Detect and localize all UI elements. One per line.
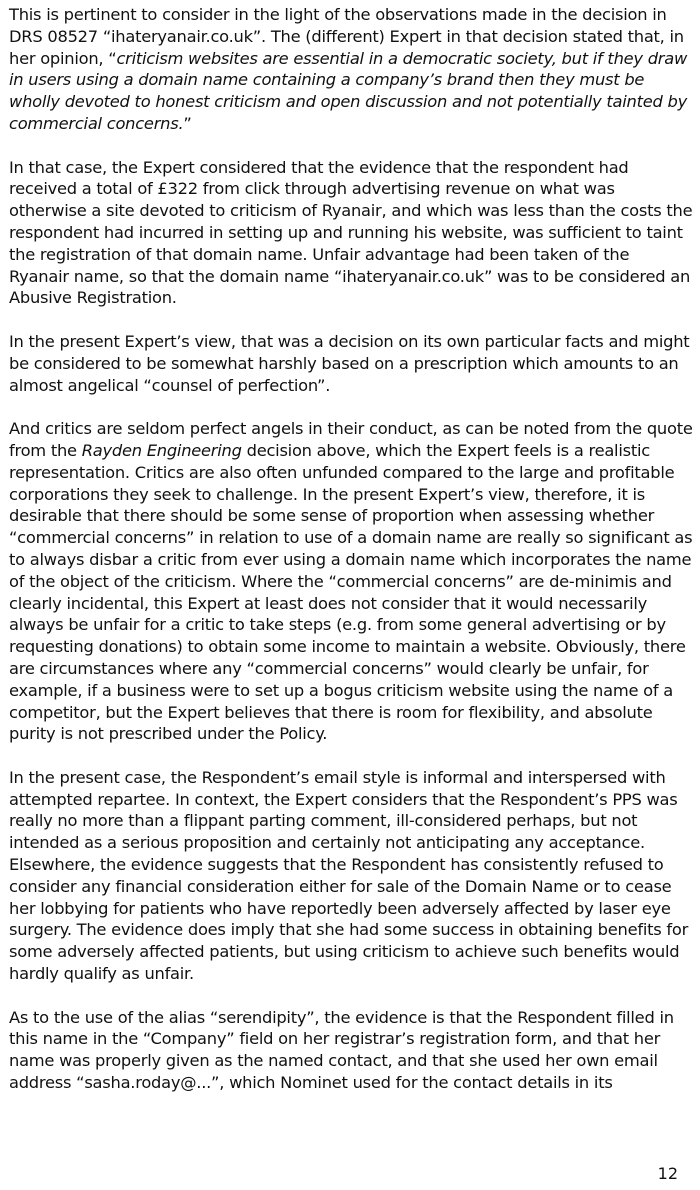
page-number: 12 bbox=[657, 1164, 678, 1183]
italic-text: Rayden Engineering bbox=[81, 440, 242, 460]
document-body bbox=[9, 4, 693, 1094]
paragraph-text: As to the use of the alias “serendipity”, the evidence is that the Respondent filled in this name in the “Company” field on her registrar’s registration form, and that her name was properly given as the named contact, and that she used her own email address “sasha.roday@...”, which Nominet used for the contact details in its bbox=[9, 1007, 674, 1093]
paragraph bbox=[9, 418, 693, 745]
paragraph-text: This is pertinent to consider in the light of the observations made in the decision in DRS 08527 “ihateryanair.co.uk”. The (different) Expert in that decision stated that, in her opinion, “ bbox=[9, 5, 684, 68]
paragraph-text: In the present case, the Respondent’s email style is informal and interspersed with attempted repartee. In context, the Expert considers that the Respondent’s PPS was really no more than a flippant parting comment, ill-considered perhaps, but not intended as a serious proposition and certainly not anticipating any acceptance. Elsewhere, the evidence suggests that the Respondent has consistently refused to consider any financial consideration either for sale of the Domain Name or to cease her lobbying for patients who have reportedly been adversely affected by laser eye surgery. The evidence does imply that she had some success in obtaining benefits for some adversely affected patients, but using criticism to achieve such benefits would hardly qualify as unfair. bbox=[9, 767, 689, 984]
paragraph bbox=[9, 157, 693, 310]
paragraph-text: In the present Expert’s view, that was a decision on its own particular facts and might be considered to be somewhat harshly based on a prescription which amounts to an almost angelical “counsel of perfection”. bbox=[9, 331, 690, 395]
paragraph bbox=[9, 331, 693, 396]
italic-text: criticism websites are essential in a democratic society, but if they draw in users using a domain name containing a company’s brand then they must be wholly devoted to honest criticism and open discussion and not potentially tainted by commercial concerns. bbox=[9, 48, 688, 133]
paragraph-text: decision above, which the Expert feels is a realistic representation. Critics are also often unfunded compared to the large and profitable corporations they seek to challenge. In the present Expert’s view, therefore, it is desirable that there should be some sense of proportion when assessing whether “commercial concerns” in relation to use of a domain name are really so significant as to always disbar a critic from ever using a domain name which incorporates the name of the object of the criticism. Where the “commercial concerns” are de-minimis and clearly incidental, this Expert at least does not consider that it would necessarily always be unfair for a critic to take steps (e.g. from some general advertising or by requesting donations) to obtain some income to maintain a website. Obviously, there are circumstances where any “commercial concerns” would clearly be unfair, for example, if a business were to set up a bogus criticism website using the name of a competitor, but the Expert believes that there is room for flexibility, and absolute purity is not prescribed under the Policy. bbox=[9, 440, 693, 744]
paragraph-text: In that case, the Expert considered that the evidence that the respondent had received a total of £322 from click through advertising revenue on what was otherwise a site devoted to criticism of Ryanair, and which was less than the costs the respondent had incurred in setting up and running his website, was sufficient to taint the registration of that domain name. Unfair advantage had been taken of the Ryanair name, so that the domain name “ihateryanair.co.uk” was to be considered an Abusive Registration. bbox=[9, 157, 693, 308]
paragraph bbox=[9, 4, 693, 135]
paragraph-text: ” bbox=[183, 113, 192, 133]
paragraph bbox=[9, 1007, 693, 1094]
paragraph bbox=[9, 767, 693, 985]
paragraph-text: And critics are seldom perfect angels in their conduct, as can be noted from the quote from the bbox=[9, 419, 693, 460]
